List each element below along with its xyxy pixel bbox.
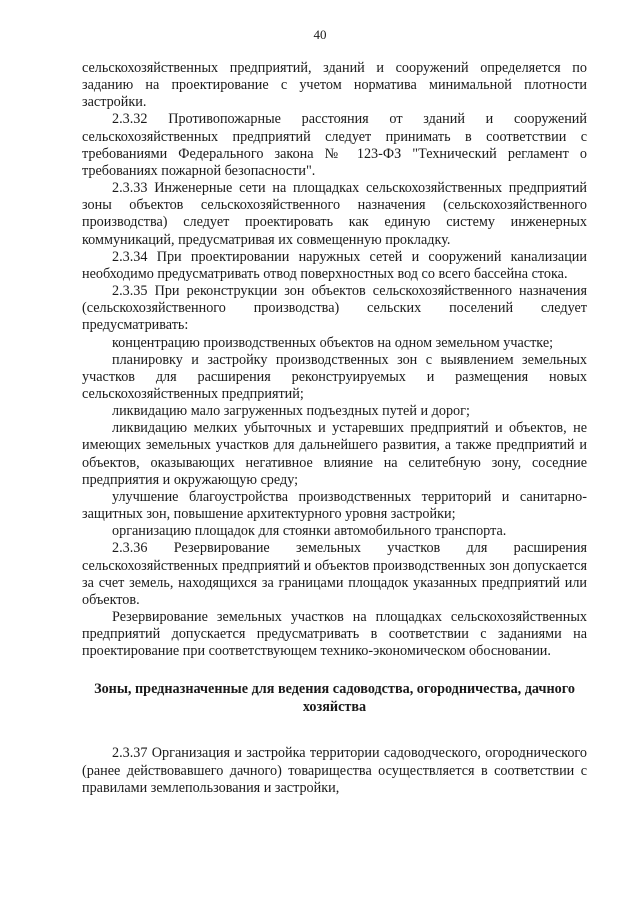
page-number: 40 bbox=[313, 27, 327, 42]
list-item: ликвидацию мало загруженных подъездных путей и дорог; bbox=[112, 403, 470, 420]
list-item: ликвидацию мелких убыточных и устаревших предприятий и объектов, не имеющих земельных участков для дальнейшего развития, а также предприятий и объектов, оказывающих негативное влияние на селитебную зону, соседние предприятия и окружающую среду; bbox=[82, 420, 587, 488]
list-item: планировку и застройку производственных зон с выявлением земельных участков для расширения реконструируемых и размещения новых сельскохозяйственных предприятий; bbox=[82, 351, 587, 402]
section-heading: Зоны, предназначенные для ведения садоводства, огородничества, дачного хозяйства bbox=[94, 681, 575, 716]
paragraph-2-3-36: 2.3.36 Резервирование земельных участков для расширения сельскохозяйственных предприятий и объектов производственных зон допускается за счет земель, находящихся за границами площадок указанных предприятий или объектов. bbox=[82, 540, 587, 608]
paragraph-2-3-34: 2.3.34 При проектировании наружных сетей и сооружений канализации необходимо предусматривать отвод поверхностных вод со всего бассейна стока. bbox=[82, 248, 587, 282]
paragraph-2-3-37: 2.3.37 Организация и застройка территории садоводческого, огороднического (ранее действовавшего дачного) товарищества осуществляется в соответствии с правилами землепользования и застройки, bbox=[82, 745, 587, 796]
list-item: организацию площадок для стоянки автомобильного транспорта. bbox=[112, 523, 507, 540]
paragraph-2-3-33: 2.3.33 Инженерные сети на площадках сельскохозяйственных предприятий зоны объектов сельскохозяйственного назначения (сельскохозяйственного производства) следует проектировать как единую систему инженерных коммуникаций, предусматривая их совмещенную прокладку. bbox=[82, 180, 587, 248]
paragraph-reservation: Резервирование земельных участков на площадках сельскохозяйственных предприятий допускается предусматривать в соответствии с заданиями на проектирование при соответствующем технико-экономическом обосновании. bbox=[82, 609, 587, 660]
document-body bbox=[82, 60, 587, 797]
list-item: улучшение благоустройства производственных территорий и санитарно-защитных зон, повышение архитектурного уровня застройки; bbox=[82, 488, 587, 523]
paragraph-continuation: сельскохозяйственных предприятий, зданий и сооружений определяется по заданию на проектирование с учетом норматива минимальной плотности застройки. bbox=[82, 60, 587, 111]
paragraph-2-3-35: 2.3.35 При реконструкции зон объектов сельскохозяйственного назначения (сельскохозяйственного производства) сельских поселений следует предусматривать: bbox=[82, 283, 587, 334]
list-item: концентрацию производственных объектов на одном земельном участке; bbox=[112, 334, 554, 351]
paragraph-2-3-32: 2.3.32 Противопожарные расстояния от зданий и сооружений сельскохозяйственных предприятий следует принимать в соответствии с требованиями Федерального закона № 123-ФЗ "Технический регламент о требованиях пожарной безопасности". bbox=[82, 111, 587, 179]
